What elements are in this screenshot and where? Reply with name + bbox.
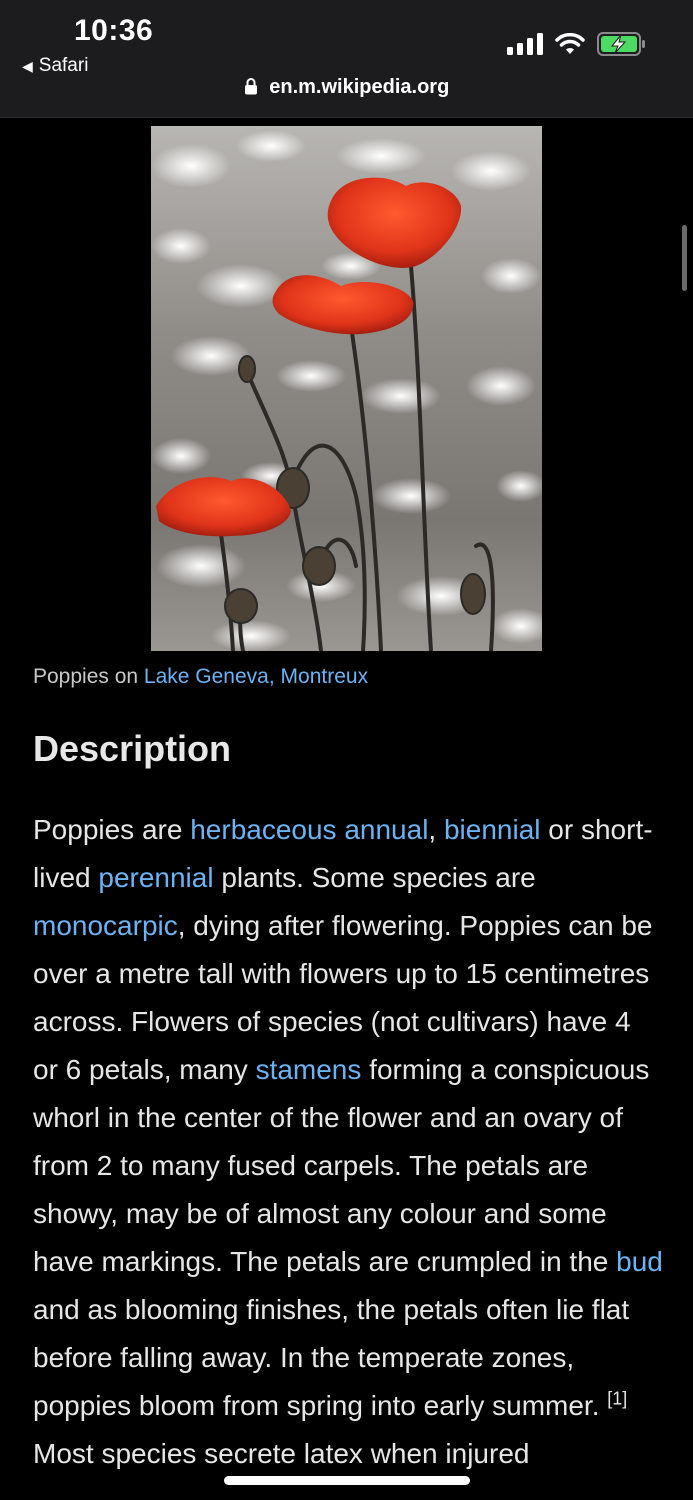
url-domain: en.m.wikipedia.org: [269, 76, 450, 98]
poppies-photo[interactable]: [151, 126, 542, 651]
link-lake-geneva[interactable]: Lake Geneva: [143, 665, 269, 688]
paragraph-text: Most species secrete latex when injured: [33, 1438, 530, 1469]
reference-1[interactable]: [1]: [607, 1388, 628, 1409]
wifi-icon: [555, 33, 585, 55]
home-indicator[interactable]: [224, 1476, 470, 1485]
section-heading: Description: [33, 728, 232, 769]
link-biennial[interactable]: biennial: [443, 814, 541, 845]
paragraph-text: ,: [428, 814, 444, 845]
url-bar[interactable]: [0, 76, 693, 99]
paragraph-text: plants. Some species are: [213, 862, 536, 893]
image-caption: [33, 665, 368, 689]
back-app-label: Safari: [38, 55, 89, 76]
status-time: 10:36: [74, 14, 154, 47]
back-triangle-icon: ◀: [22, 57, 33, 74]
lock-icon: [244, 77, 258, 95]
paragraph-text: , dying after flowering. Poppies can be over a metre tall with flowers up to 15 centimetres across. Flowers of species (not cultivars) have 4 or 6 petals, many: [33, 910, 653, 1085]
link-herbaceous-annual[interactable]: herbaceous annual: [190, 814, 429, 845]
paragraph-text: Poppies are: [33, 814, 191, 845]
link-stamens[interactable]: stamens: [255, 1054, 362, 1085]
browser-top-bar: [0, 0, 693, 118]
back-to-app-button[interactable]: [22, 55, 88, 77]
battery-charging-icon: [597, 32, 647, 56]
scrollbar[interactable]: [682, 225, 687, 291]
caption-text: Poppies on: [33, 665, 144, 688]
paragraph-text: forming a conspicuous whorl in the center of the flower and an ovary of from 2 to many fused carpels. The petals are showy, may be of almost any colour and some have markings. The petals are crumpled in the: [33, 1054, 650, 1277]
description-paragraph: [33, 806, 663, 1478]
paragraph-text: and as blooming finishes, the petals often lie flat before falling away. In the temperate zones, poppies bloom from spring into early summer.: [33, 1294, 630, 1421]
link-perennial[interactable]: perennial: [98, 862, 214, 893]
paragraph-text: or short-lived: [33, 814, 653, 893]
link-bud[interactable]: bud: [616, 1246, 663, 1277]
link-montreux[interactable]: Montreux: [280, 665, 369, 688]
caption-separator: ,: [268, 665, 281, 688]
status-icons: [507, 32, 647, 56]
cellular-signal-icon: [507, 33, 543, 55]
poppies-image: [151, 126, 542, 651]
link-monocarpic[interactable]: monocarpic: [33, 910, 178, 941]
